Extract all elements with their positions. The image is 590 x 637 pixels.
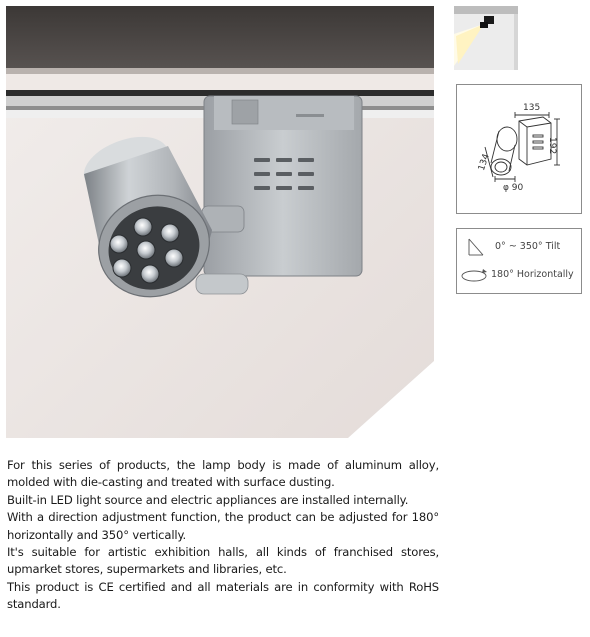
dimension-width-label: 135 (523, 103, 541, 113)
dimension-diagram (456, 84, 582, 214)
tilt-angle-icon (463, 237, 487, 257)
tilt-row (457, 237, 583, 257)
adjustment-info (456, 228, 582, 294)
description-paragraph: This product is CE certified and all materials are in conformity with RoHS standard. (7, 579, 439, 612)
dimension-height-label: 192 (547, 137, 557, 155)
horizontal-label: 180° Horizontally (491, 269, 574, 280)
tilt-label: 0° ~ 350° Tilt (495, 241, 561, 252)
description-paragraph: With a direction adjustment function, the product can be adjusted for 180° horizontally and 350° vertically. (7, 510, 439, 542)
dimension-depth-label: 134 (477, 152, 492, 173)
description-paragraph: For this series of products, the lamp body is made of aluminum alloy, molded with die-casting and treated with surface dusting. (7, 458, 439, 490)
description-paragraph: Built-in LED light source and electric appliances are installed internally. (7, 492, 409, 507)
horizontal-row (457, 265, 583, 285)
ambient-thumbnail (454, 6, 518, 70)
product-description (7, 457, 439, 614)
rotation-icon (459, 265, 489, 285)
description-paragraph: It's suitable for artistic exhibition halls, all kinds of franchised stores, upmarket stores, supermarkets and libraries, etc. (7, 545, 439, 577)
product-photo (6, 6, 434, 438)
dimension-diameter-label: φ 90 (503, 183, 524, 193)
